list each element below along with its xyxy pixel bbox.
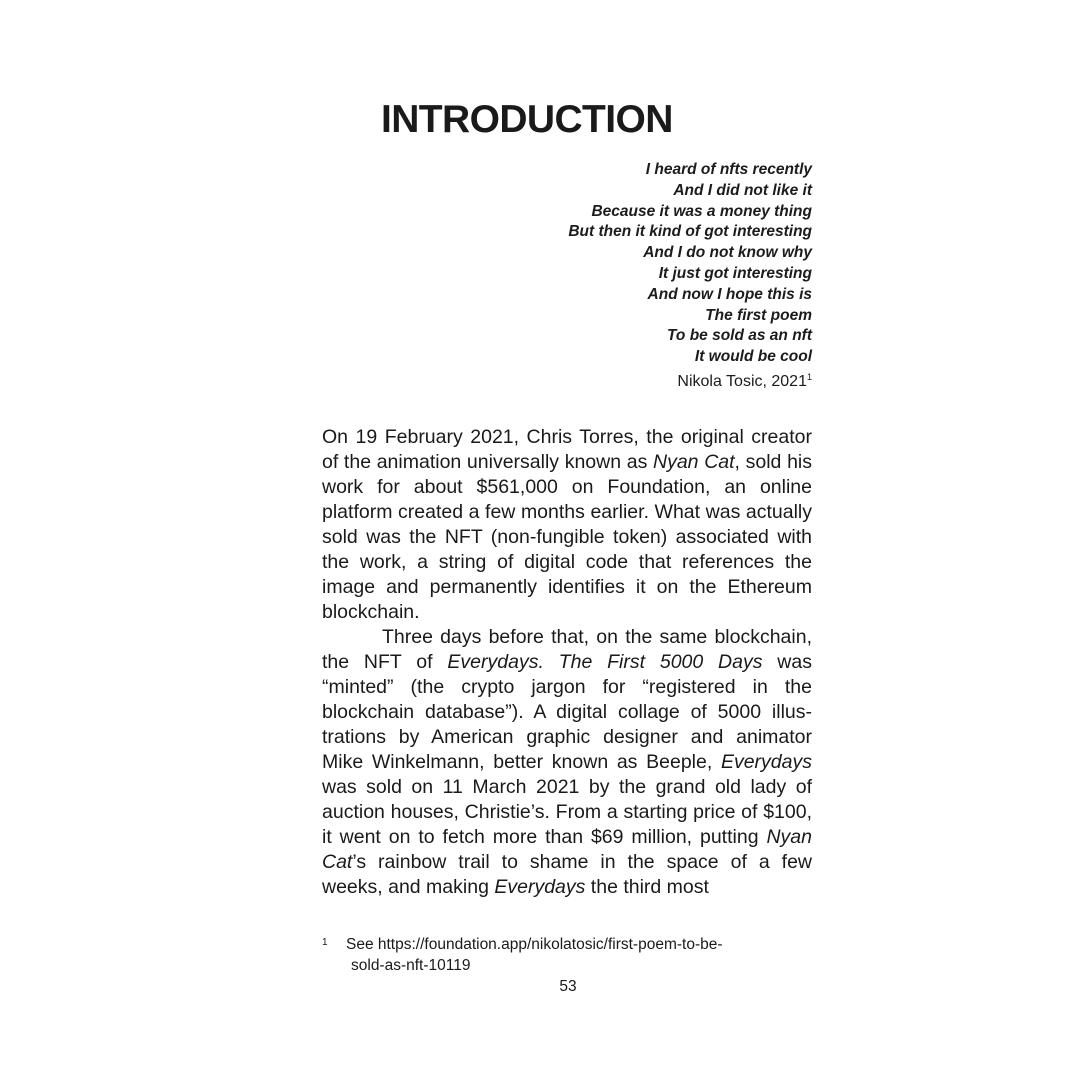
text-run: , sold his work for about $561,000 on Foundation, an online platform created a few months earlier. What was actually sold was the NFT (non-fungible token) associated with the work, a string of digital code that references the image and permanently identifies it on the Ethereum blockchain. (322, 451, 812, 623)
epigraph-attribution (568, 372, 812, 392)
page-number: 53 (559, 978, 577, 995)
epigraph-line: It would be cool (694, 348, 812, 366)
italic-title: Everydays (720, 751, 812, 773)
text-run: was sold on 11 March 2021 by the grand old lady of auction houses, Christie’s. From a starting price of $100, it went on to fetch more than $69 million, putting (322, 776, 812, 848)
chapter-title: INTRODUCTION (381, 98, 673, 141)
italic-title: Nyan Cat (322, 826, 812, 873)
text-run: the third most (585, 876, 709, 898)
text-run: was “minted” (the crypto jargon for “registered in the blockchain database”). A digital collage of 5000 illustrations by American graphic designer and animator Mike Winkelmann, better known as Beeple, (322, 651, 812, 773)
italic-title: Everydays (494, 876, 586, 898)
paragraph-2 (322, 625, 812, 900)
epigraph-line: To be sold as an nft (667, 327, 812, 345)
text-run: Three days before that, on the same blockchain, the NFT of (322, 626, 812, 673)
epigraph-line: And now I hope this is (647, 285, 812, 303)
epigraph-line: Because it was a money thing (591, 202, 812, 220)
epigraph-line: It just got interesting (658, 264, 812, 282)
italic-title: Everydays. The First 5000 Days (447, 651, 763, 673)
epigraph-line: The first poem (705, 306, 812, 324)
epigraph-line: And I do not know why (643, 244, 812, 262)
text-run: ’s rainbow trail to shame in the space of a few weeks, and making (322, 851, 812, 898)
attribution-text: Nikola Tosic, 2021 (677, 372, 807, 390)
epigraph-line: I heard of nfts recently (645, 161, 812, 178)
epigraph (568, 160, 812, 392)
footnote (322, 934, 792, 976)
body-text (322, 425, 812, 900)
epigraph-line: And I did not like it (673, 181, 812, 199)
paragraph-1 (322, 425, 812, 625)
footnote-mark: 1 (322, 937, 328, 948)
italic-title: Nyan Cat (653, 451, 735, 473)
footnote-reference: 1 (806, 371, 812, 382)
footnote-text-line-1: See https://foundation.app/nikolatosic/first-poem-to-be- (346, 936, 723, 953)
text-run: On 19 February 2021, Chris Torres, the original creator of the animation universally known as (322, 426, 812, 473)
epigraph-line: But then it kind of got interesting (568, 223, 812, 241)
footnote-text-line-2: sold-as-nft-10119 (351, 957, 471, 974)
